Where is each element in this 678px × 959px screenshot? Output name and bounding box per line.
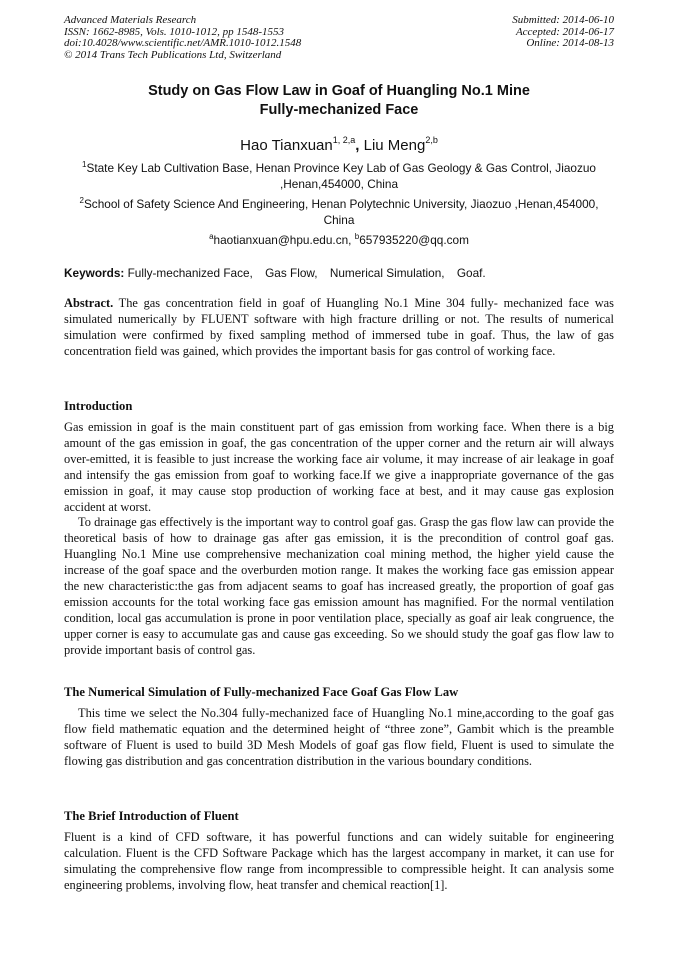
author-separator: , — [355, 137, 364, 154]
date-online: Online: 2014-08-13 — [526, 37, 614, 49]
author-1-name: Hao Tianxuan — [240, 137, 333, 154]
email-2: 657935220@qq.com — [359, 232, 469, 247]
affiliation-2-mark: 2 — [79, 196, 84, 205]
paragraph: Gas emission in goaf is the main constituent part of gas emission from working face. When there is a big amount of the gas emission in goaf, the gas concentration of the upper corner and the return air will always over-emitted, it is feasible to just increase the working face air volume, it may increase of air leakage in goaf and intensify the gas emission from goaf to working face.If we give a inappropriate governance of the gas emission in goaf, it may cause stop production of working face at best, and it may cause gas explosion accident at worst. — [64, 420, 614, 514]
section-introduction — [64, 420, 614, 659]
section-heading-fluent-introduction: The Brief Introduction of Fluent — [64, 809, 239, 823]
section-heading-introduction: Introduction — [64, 399, 133, 413]
journal-doi: doi:10.4028/www.scientific.net/AMR.1010-1012.1548 — [64, 37, 302, 49]
author-emails — [64, 229, 614, 248]
paragraph: This time we select the No.304 fully-mechanized face of Huangling No.1 mine,according to the goaf gas flow field mathematic equation and the determined height of “three zone”, Gambit which is the preamble software of Fluent is used to build 3D Mesh Models of goaf gas flow field, Fluent is used to simulate the flowing gas distribution and gas concentration distribution in the various boundary conditions. — [64, 706, 614, 768]
author-2-name: Liu Meng — [363, 137, 426, 154]
abstract-text: The gas concentration field in goaf of Huangling No.1 Mine 304 fully- mechanized face was simulated numerically by FLUENT software with high fracture drilling or not. The results of numerical simulation were confirmed by fixed sampling method of immersed tube in goaf. Thus, the law of gas concentration field was gained, which provides the important basis for gas control of working face. — [64, 296, 614, 358]
keyword-item: Numerical Simulation, — [329, 266, 445, 280]
date-submitted: Submitted: 2014-06-10 — [512, 14, 614, 26]
paper-title — [64, 82, 614, 120]
affiliation-2 — [64, 193, 614, 228]
keywords — [64, 265, 614, 281]
abstract — [64, 296, 614, 360]
author-list — [64, 131, 614, 156]
paragraph: Fluent is a kind of CFD software, it has powerful functions and can widely suitable for engineering calculation. Fluent is the CFD Software Package which has the largest accompany in market, it can use for simulating the comprehensive flow range from incompressible to compressible height. It can analysis some engineering problems, involving flow, heat transfer and chemical reaction[1]. — [64, 830, 614, 892]
publication-dates — [512, 15, 614, 50]
keywords-label: Keywords: — [64, 266, 125, 280]
journal-info — [64, 15, 301, 61]
affiliation-2-text: School of Safety Science And Engineering, Henan Polytechnic University, Jiaozuo ,Henan,454000, China — [83, 196, 599, 227]
author-1-affiliation-mark: 1, 2,a — [332, 135, 356, 145]
title-line-2: Fully-mechanized Face — [259, 102, 419, 118]
author-2-affiliation-mark: 2,b — [425, 135, 438, 145]
email-1-mark: a — [209, 232, 214, 241]
keyword-item: Goaf. — [456, 266, 486, 280]
affiliation-1-mark: 1 — [82, 160, 87, 169]
keyword-item: Fully-mechanized Face, — [127, 266, 253, 280]
journal-copyright: © 2014 Trans Tech Publications Ltd, Switzerland — [64, 48, 282, 61]
abstract-label: Abstract. — [64, 296, 114, 310]
journal-issn: ISSN: 1662-8985, Vols. 1010-1012, pp 1548-1553 — [64, 25, 284, 38]
email-1: haotianxuan@hpu.edu.cn, — [213, 232, 355, 247]
affiliation-1-text: State Key Lab Cultivation Base, Henan Province Key Lab of Gas Geology & Gas Control, Jiaozuo ,Henan,454000, China — [86, 160, 596, 191]
section-numerical-simulation — [64, 706, 614, 770]
journal-name: Advanced Materials Research — [64, 14, 197, 26]
email-2-mark: b — [354, 232, 360, 241]
section-heading-numerical-simulation: The Numerical Simulation of Fully-mechanized Face Goaf Gas Flow Law — [64, 685, 459, 699]
title-line-1: Study on Gas Flow Law in Goaf of Huangling No.1 Mine — [148, 83, 530, 99]
affiliation-1 — [64, 157, 614, 192]
paragraph: To drainage gas effectively is the important way to control goaf gas. Grasp the gas flow law can provide the theoretical basis of how to drainage gas after gas emission, it is the precondition of control goaf gas. Huangling No.1 Mine use comprehensive mechanization coal mining method, the higher yield cause the increase of the goaf space and the overburden motion range. It makes the working face gas emission appear the new characteristic:the gas from adjacent seams to goaf has increased greatly, the proportion of goaf gas emission accounts for the total working face gas emission amount has magnified. For the normal ventilation condition, local gas accumulation is prone in poor ventilation place, specially as goaf air leak congruence, the upper corner is easy to accumulate gas and cause gas exceeding. So we should study the goaf gas flow law to provide important basis of control gas. — [64, 515, 614, 657]
date-accepted: Accepted: 2014-06-17 — [515, 25, 614, 38]
section-fluent-introduction — [64, 830, 614, 894]
keyword-item: Gas Flow, — [265, 266, 318, 280]
